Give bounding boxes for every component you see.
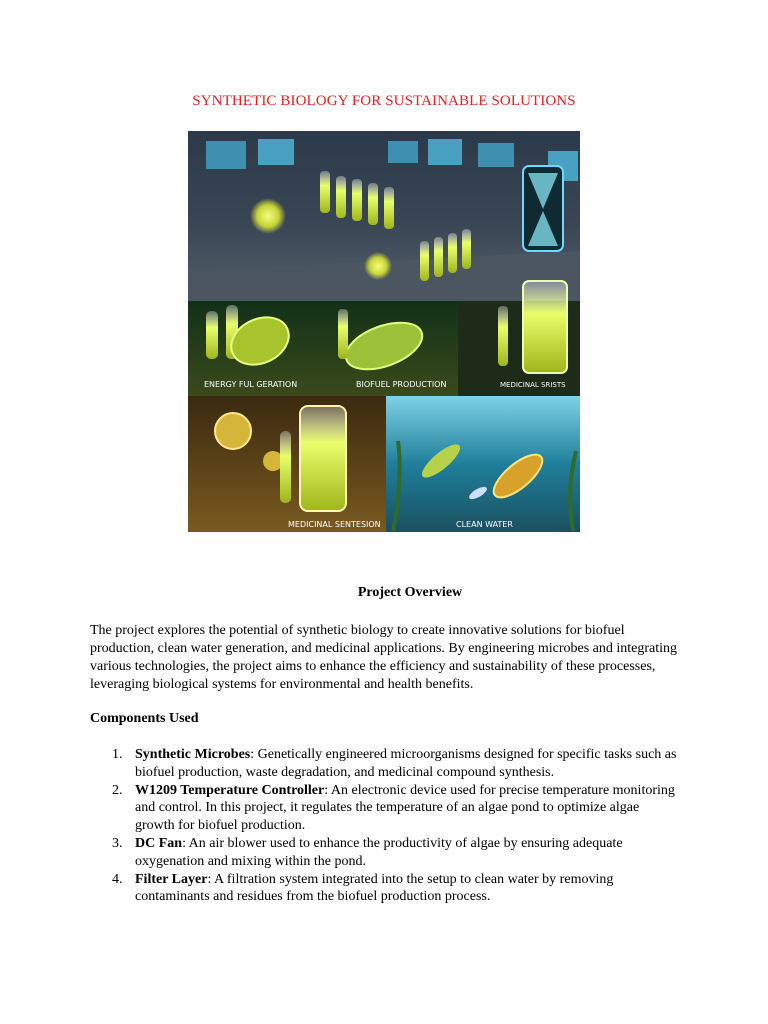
list-item-name: Synthetic Microbes xyxy=(135,747,251,762)
label-medicinal-top: MEDICINAL SRISTS xyxy=(500,381,566,389)
list-item xyxy=(90,746,680,782)
list-item xyxy=(90,871,680,907)
list-item-number: 3. xyxy=(112,835,123,851)
list-item-desc: : A filtration system integrated into the setup to clean water by removing contaminants and residues from the biofuel production process. xyxy=(135,871,614,905)
lab-scene xyxy=(188,131,580,301)
list-item-desc: : An electronic device used for precise temperature monitoring and control. In this project, it regulates the temperature of an algae pond to optimize algae growth for biofuel production. xyxy=(135,782,675,834)
list-item-number: 2. xyxy=(112,782,123,798)
illustration-image xyxy=(188,131,580,532)
list-item xyxy=(90,835,680,871)
label-medicinal-bottom: MEDICINAL SENTESION xyxy=(288,520,381,529)
overview-heading: Project Overview xyxy=(357,585,463,600)
list-item-name: DC Fan xyxy=(135,835,183,851)
components-heading: Components Used xyxy=(90,711,199,726)
clean-water-panel xyxy=(386,396,580,532)
list-item-name: Filter Layer xyxy=(135,871,208,887)
overview-paragraph: The project explores the potential of synthetic biology to create innovative solutions for biofuel production, clean water generation, and medicinal applications. By engineering microbes and integrating various technologies, the project aims to enhance the efficiency and sustainability of these processes, leveraging biological systems for environmental and health benefits. xyxy=(90,623,678,692)
components-list xyxy=(90,746,680,906)
label-clean-water: CLEAN WATER xyxy=(456,520,513,529)
document-title: SYNTHETIC BIOLOGY FOR SUSTAINABLE SOLUTIONS xyxy=(192,93,576,109)
list-item xyxy=(90,782,680,835)
list-item-desc: : Genetically engineered microorganisms designed for specific tasks such as biofuel production, waste degradation, and medicinal compound synthesis. xyxy=(135,747,677,780)
label-energy: ENERGY FUL GERATION xyxy=(204,380,298,389)
list-item-desc: : An air blower used to enhance the productivity of algae by ensuring adequate oxygenation and mixing within the pond. xyxy=(135,835,623,869)
list-item-number: 1. xyxy=(112,747,123,762)
label-biofuel: BIOFUEL PRODUCTION xyxy=(356,380,447,389)
list-item-number: 4. xyxy=(112,871,123,887)
list-item-name: W1209 Temperature Controller xyxy=(135,782,325,798)
medicinal-panel-bottom xyxy=(188,396,386,532)
